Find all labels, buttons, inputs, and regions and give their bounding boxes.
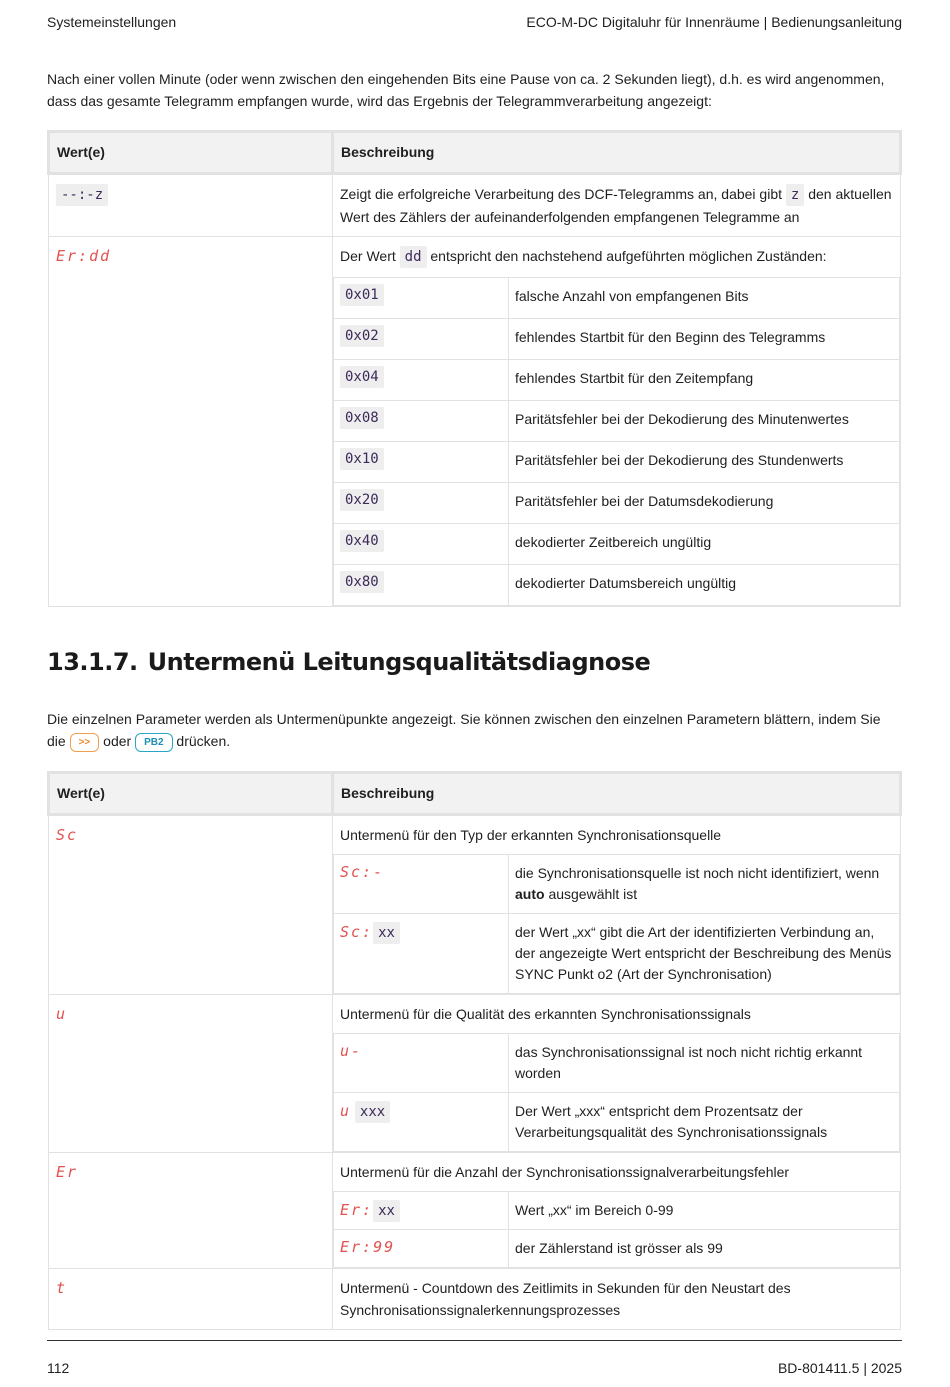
table-row [49,995,901,1153]
sub-value-table [333,1033,900,1152]
value-code: --:-z [56,184,108,206]
row-description: Untermenü für die Qualität des erkannten Synchronisationssignals [340,1006,751,1022]
pb2-button-icon: PB2 [135,733,172,752]
segment-display-value: u [56,1005,68,1023]
footer-divider [47,1340,902,1341]
table-row: 0x02 fehlendes Startbit für den Beginn des Telegramms [334,319,900,360]
table-row [49,1269,901,1330]
table-row [49,1153,901,1269]
header-section: Systemeinstellungen [47,14,177,30]
segment-display-value: Sc [56,826,79,844]
table-row: Er: xx Wert „xx“ im Bereich 0-99 [334,1192,900,1230]
table-row: 0x80 dekodierter Datumsbereich ungültig [334,565,900,606]
table-row: 0x40 dekodierter Zeitbereich ungültig [334,524,900,565]
document-id: BD-801411.5 | 2025 [777,1360,902,1376]
row-description: Untermenü für den Typ der erkannten Synchronisationsquelle [340,827,722,843]
table-row: 0x04 fehlendes Startbit für den Zeitempfang [334,360,900,401]
segment-display-value: Er:dd [56,247,112,265]
sub-value-table [333,854,900,994]
sub-value-table [333,1191,900,1268]
table-row: 0x01 falsche Anzahl von empfangenen Bits [334,278,900,319]
row-description: Der Wert dd entspricht den nachstehend aufgeführten möglichen Zuständen: [333,237,900,277]
page-number: 112 [47,1360,70,1376]
row-description: Zeigt die erfolgreiche Verarbeitung des DCF-Telegramms an, dabei gibt z den aktuellen Wert des Zählers der aufeinanderfolgenden empfangenen Telegramme an [340,186,892,225]
table-row [49,174,901,237]
table-row: Sc:- die Synchronisationsquelle ist noch nicht identifiziert, wenn auto ausgewählt ist [334,855,900,914]
line-quality-table [47,771,902,1330]
inline-code: z [786,184,804,206]
segment-display-value: Er [56,1163,79,1181]
column-header-description: Beschreibung [333,132,901,174]
table-row [49,237,901,607]
header-document-title: ECO-M-DC Digitaluhr für Innenräume | Bedienungsanleitung [526,14,902,30]
table-row: 0x20 Paritätsfehler bei der Datumsdekodierung [334,483,900,524]
table-row: u- das Synchronisationssignal ist noch nicht richtig erkannt worden [334,1034,900,1093]
row-description: Untermenü - Countdown des Zeitlimits in Sekunden für den Neustart des Synchronisationssignalerkennungsprozesses [340,1280,791,1318]
column-header-description: Beschreibung [333,773,901,815]
segment-display-value: t [56,1279,68,1297]
telegram-result-table [47,130,902,607]
intro-paragraph: Nach einer vollen Minute (oder wenn zwischen den eingehenden Bits eine Pause von ca. 2 Sekunden liegt), d.h. es wird angenommen, dass das gesamte Telegramm empfangen wurde, wird das Ergebnis der Telegrammverarbeitung angezeigt: [47,71,885,109]
running-header [47,14,902,34]
row-description: Untermenü für die Anzahl der Synchronisationssignalverarbeitungsfehler [340,1164,790,1180]
table-row [49,815,901,995]
section-paragraph: Die einzelnen Parameter werden als Untermenüpunkte angezeigt. Sie können zwischen den einzelnen Parametern blättern, indem Sie die >> oder PB2 drücken. [47,708,902,752]
table-row: 0x08 Paritätsfehler bei der Dekodierung des Minutenwertes [334,401,900,442]
table-row: u xxx Der Wert „xxx“ entspricht dem Prozentsatz der Verarbeitungsqualität des Synchronisationssignals [334,1093,900,1152]
status-code-table [333,277,900,606]
next-button-icon: >> [70,733,100,752]
column-header-values: Wert(e) [49,773,333,815]
inline-code: dd [400,246,427,268]
table-row: Sc: xx der Wert „xx“ gibt die Art der identifizierten Verbindung an, der angezeigte Wert entspricht der Beschreibung des Menüs SYNC Punkt o2 (Art der Synchronisation) [334,914,900,994]
column-header-values: Wert(e) [49,132,333,174]
section-heading: 13.1.7. Untermenü Leitungsqualitätsdiagnose [47,648,651,676]
table-row: Er:99 der Zählerstand ist grösser als 99 [334,1230,900,1268]
table-row: 0x10 Paritätsfehler bei der Dekodierung des Stundenwerts [334,442,900,483]
